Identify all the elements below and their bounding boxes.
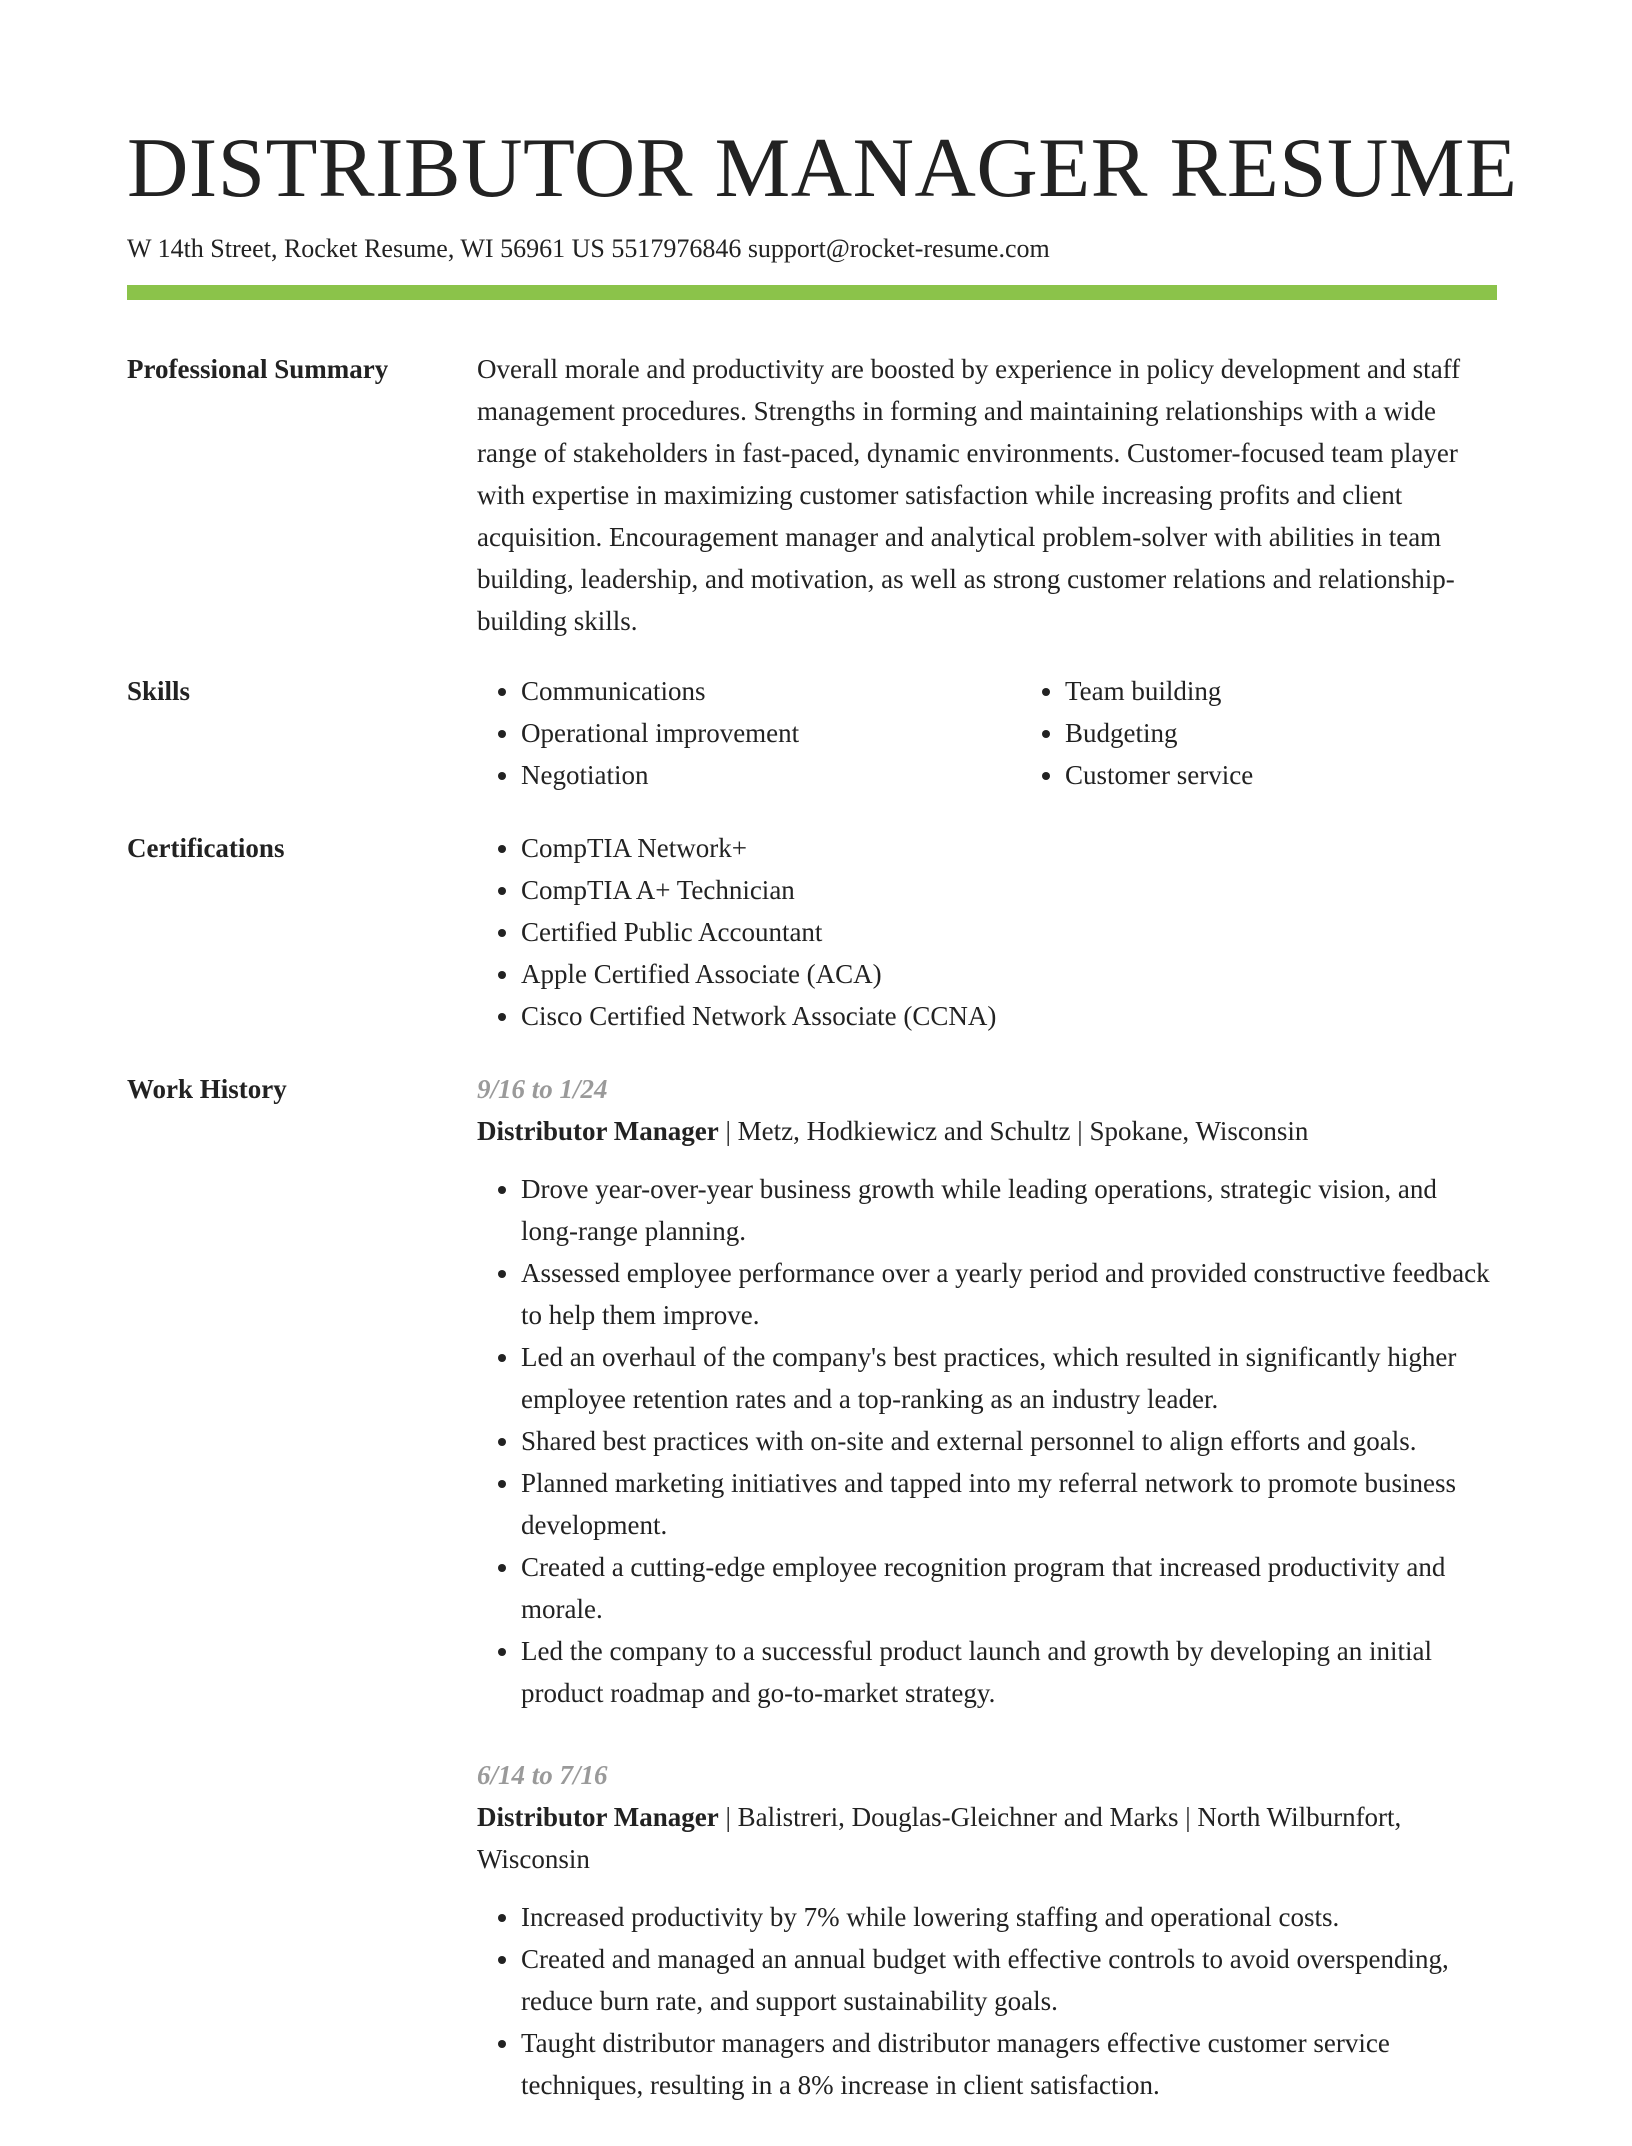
job-bullet: • Assessed employee performance over a yearly period and provided constructive feedback to help them improve. <box>521 1252 1497 1336</box>
job-bullet: • Created and managed an annual budget with effective controls to avoid overspending, reduce burn rate, and support sustainability goals. <box>521 1938 1497 2022</box>
job-bullet: • Planned marketing initiatives and tapped into my referral network to promote business development. <box>521 1462 1497 1546</box>
summary-section <box>127 348 1497 642</box>
certification-item: • Cisco Certified Network Associate (CCNA) <box>521 995 1497 1037</box>
job-details: | Metz, Hodkiewicz and Schultz | Spokane, Wisconsin <box>718 1116 1309 1146</box>
section-label-skills: Skills <box>127 676 191 706</box>
resume-page <box>127 118 1518 2146</box>
certifications-list <box>477 827 1497 1037</box>
certifications-section <box>127 827 1497 1037</box>
section-label-certifications: Certifications <box>127 833 285 863</box>
page-title: DISTRIBUTOR MANAGER RESUME <box>127 121 1518 215</box>
section-label-work-history: Work History <box>127 1074 287 1104</box>
skill-item: • Negotiation <box>521 754 1021 796</box>
job-bullets <box>477 1896 1497 2106</box>
work-history-section <box>127 1068 1497 2146</box>
skill-item: • Budgeting <box>1065 712 1565 754</box>
job-title: Distributor Manager <box>477 1116 719 1146</box>
job-bullets <box>477 1168 1497 1714</box>
job-title: Distributor Manager <box>477 1802 719 1832</box>
accent-divider <box>127 285 1497 300</box>
job-bullet: • Increased productivity by 7% while lowering staffing and operational costs. <box>521 1896 1497 1938</box>
job-dates: 6/14 to 7/16 <box>477 1760 608 1790</box>
section-label-summary: Professional Summary <box>127 354 389 384</box>
job-entry <box>477 1754 1497 2106</box>
skill-item: • Customer service <box>1065 754 1565 796</box>
certification-item: • CompTIA A+ Technician <box>521 869 1497 911</box>
skill-item: • Operational improvement <box>521 712 1021 754</box>
skills-list-right <box>1021 670 1565 796</box>
job-bullet: • Taught distributor managers and distributor managers effective customer service techniques, resulting in a 8% increase in client satisfaction. <box>521 2022 1497 2106</box>
certification-item: • Apple Certified Associate (ACA) <box>521 953 1497 995</box>
summary-text: Overall morale and productivity are boosted by experience in policy development and staff management procedures. Strengths in forming and maintaining relationships with a wide range of stakeholders in fast-paced, dynamic environments. Customer-focused team player with expertise in maximizing customer satisfaction while increasing profits and client acquisition. Encouragement manager and analytical problem-solver with abilities in team building, leadership, and motivation, as well as strong customer relations and relationship-building skills. <box>477 354 1461 636</box>
job-details: | Balistreri, Douglas-Gleichner and Marks | North Wilburnfort, Wisconsin <box>477 1802 1402 1874</box>
skills-list-left <box>477 670 1021 796</box>
job-bullet: • Shared best practices with on-site and external personnel to align efforts and goals. <box>521 1420 1497 1462</box>
job-bullet: • Drove year-over-year business growth while leading operations, strategic vision, and long-range planning. <box>521 1168 1497 1252</box>
job-bullet: • Led an overhaul of the company's best practices, which resulted in significantly higher employee retention rates and a top-ranking as an industry leader. <box>521 1336 1497 1420</box>
job-entry <box>477 1068 1497 1714</box>
skills-section <box>127 670 1497 796</box>
job-bullet: • Led the company to a successful product launch and growth by developing an initial product roadmap and go-to-market strategy. <box>521 1630 1497 1714</box>
job-bullet: • Created a cutting-edge employee recognition program that increased productivity and morale. <box>521 1546 1497 1630</box>
contact-line: W 14th Street, Rocket Resume, WI 56961 US 5517976846 support@rocket-resume.com <box>127 234 1050 263</box>
certification-item: • Certified Public Accountant <box>521 911 1497 953</box>
skill-item: • Communications <box>521 670 1021 712</box>
certification-item: • CompTIA Network+ <box>521 827 1497 869</box>
job-dates: 9/16 to 1/24 <box>477 1074 608 1104</box>
job-heading <box>477 1110 1497 1152</box>
skill-item: • Team building <box>1065 670 1565 712</box>
job-heading <box>477 1796 1497 1880</box>
